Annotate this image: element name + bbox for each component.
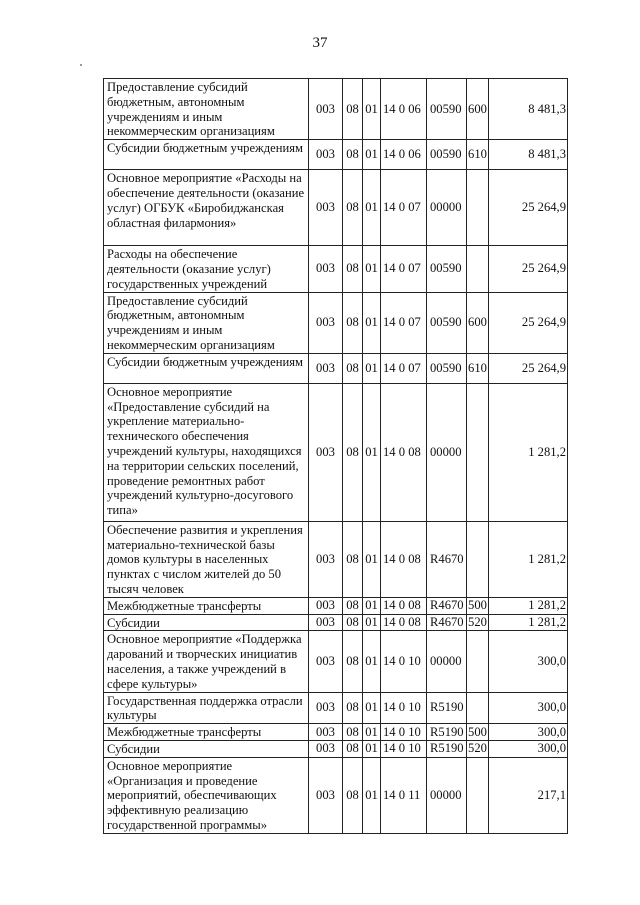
row-name-cell: Предоставление субсидий бюджетным, автономным учреждениям и иным некоммерческим организациям — [104, 292, 309, 353]
admin-code-cell: 003 — [309, 140, 343, 170]
amount-cell: 25 264,9 — [489, 292, 568, 353]
expense-direction-cell: 00590 — [427, 140, 467, 170]
admin-code-cell: 003 — [309, 631, 343, 692]
row-name-cell: Субсидии бюджетным учреждениям — [104, 140, 309, 170]
expense-direction-cell: R5190 — [427, 692, 467, 724]
program-code-cell: 14 0 10 — [381, 740, 427, 757]
expense-type-cell: 600 — [467, 292, 489, 353]
subsection-cell: 01 — [363, 246, 381, 292]
section-cell: 08 — [343, 383, 363, 521]
expense-direction-cell: 00000 — [427, 757, 467, 833]
amount-cell: 300,0 — [489, 631, 568, 692]
amount-cell: 1 281,2 — [489, 614, 568, 631]
admin-code-cell: 003 — [309, 614, 343, 631]
program-code-cell: 14 0 10 — [381, 724, 427, 741]
subsection-cell: 01 — [363, 724, 381, 741]
row-name-cell: Обеспечение развития и укрепления материально-технической базы домов культуры в населенных пунктах с числом жителей до 50 тысяч человек — [104, 521, 309, 597]
section-cell: 08 — [343, 140, 363, 170]
section-cell: 08 — [343, 353, 363, 383]
program-code-cell: 14 0 08 — [381, 597, 427, 614]
expense-type-cell: 520 — [468, 741, 487, 756]
admin-code-cell: 003 — [309, 170, 343, 246]
row-name-cell: Предоставление субсидий бюджетным, автономным учреждениям и иным некоммерческим организациям — [104, 79, 309, 140]
section-cell: 08 — [343, 170, 363, 246]
table-row — [104, 170, 568, 246]
table-row — [104, 246, 568, 292]
program-code-cell: 14 0 08 — [381, 383, 427, 521]
subsection-cell: 01 — [363, 740, 381, 757]
table-row — [104, 292, 568, 353]
program-code-cell: 14 0 07 — [381, 292, 427, 353]
budget-table — [103, 78, 568, 834]
admin-code-cell: 003 — [309, 246, 343, 292]
table-row — [104, 353, 568, 383]
expense-type-cell — [467, 521, 489, 597]
section-cell: 08 — [343, 757, 363, 833]
subsection-cell: 01 — [363, 383, 381, 521]
admin-code-cell: 003 — [309, 757, 343, 833]
table-row — [104, 597, 568, 614]
row-name-cell: Основное мероприятие «Поддержка дарований и творческих инициатив населения, а также учреждений в сфере культуры» — [104, 631, 309, 692]
expense-direction-cell: 00000 — [427, 170, 467, 246]
expense-type-cell: 610 — [467, 140, 489, 170]
expense-direction-cell: 00000 — [427, 383, 467, 521]
scan-speck — [80, 64, 82, 66]
amount-cell: 25 264,9 — [489, 170, 568, 246]
section-cell: 08 — [343, 597, 363, 614]
table-row — [104, 631, 568, 692]
row-name-cell: Расходы на обеспечение деятельности (оказание услуг) государственных учреждений — [104, 246, 309, 292]
subsection-cell: 01 — [363, 521, 381, 597]
section-cell: 08 — [343, 740, 363, 757]
section-cell: 08 — [343, 631, 363, 692]
admin-code-cell: 003 — [309, 692, 343, 724]
table-row — [104, 757, 568, 833]
subsection-cell: 01 — [363, 292, 381, 353]
expense-type-cell — [467, 383, 489, 521]
amount-cell: 1 281,2 — [489, 383, 568, 521]
table-row — [104, 692, 568, 724]
program-code-cell: 14 0 10 — [381, 631, 427, 692]
expense-direction-cell: 00590 — [427, 353, 467, 383]
admin-code-cell: 003 — [309, 740, 343, 757]
program-code-cell: 14 0 07 — [381, 170, 427, 246]
table-row — [104, 740, 568, 757]
row-name-cell: Субсидии — [104, 614, 309, 631]
admin-code-cell: 003 — [309, 383, 343, 521]
expense-type-cell: 600 — [467, 79, 489, 140]
table-row — [104, 140, 568, 170]
subsection-cell: 01 — [363, 353, 381, 383]
row-name-cell: Основное мероприятие «Расходы на обеспечение деятельности (оказание услуг) ОГБУК «Биробиджанская областная филармония» — [104, 170, 309, 246]
admin-code-cell: 003 — [309, 597, 343, 614]
subsection-cell: 01 — [363, 692, 381, 724]
expense-type-cell — [467, 757, 489, 833]
expense-direction-cell: R4670 — [427, 597, 467, 614]
subsection-cell: 01 — [363, 614, 381, 631]
expense-direction-cell: 00000 — [427, 631, 467, 692]
subsection-cell: 01 — [363, 140, 381, 170]
program-code-cell: 14 0 08 — [381, 614, 427, 631]
expense-type-cell: 610 — [467, 353, 489, 383]
amount-cell: 300,0 — [489, 740, 568, 757]
subsection-cell: 01 — [363, 757, 381, 833]
amount-cell: 8 481,3 — [489, 79, 568, 140]
amount-cell: 1 281,2 — [489, 521, 568, 597]
section-cell: 08 — [343, 614, 363, 631]
table-row — [104, 614, 568, 631]
section-cell: 08 — [343, 246, 363, 292]
program-code-cell: 14 0 06 — [381, 140, 427, 170]
budget-table-body — [104, 79, 568, 834]
expense-direction-cell: R5190 — [427, 740, 467, 757]
amount-cell: 25 264,9 — [489, 353, 568, 383]
row-name-cell: Основное мероприятие «Организация и проведение мероприятий, обеспечивающих эффективную реализацию государственной программы» — [104, 757, 309, 833]
program-code-cell: 14 0 07 — [381, 246, 427, 292]
admin-code-cell: 003 — [309, 79, 343, 140]
expense-type-cell — [467, 170, 489, 246]
subsection-cell: 01 — [363, 631, 381, 692]
admin-code-cell: 003 — [309, 724, 343, 741]
expense-direction-cell: 00590 — [427, 246, 467, 292]
admin-code-cell: 003 — [309, 353, 343, 383]
subsection-cell: 01 — [363, 170, 381, 246]
expense-type-cell: 500 — [468, 724, 487, 739]
expense-direction-cell: R4670 — [427, 614, 467, 631]
table-row — [104, 724, 568, 741]
row-name-cell: Основное мероприятие «Предоставление субсидий на укрепление материально-технического обеспечения учреждений культуры, находящихся на территории сельских поселений, проведение ремонтных работ учреждений культурно-досугового типа» — [104, 383, 309, 521]
expense-type-cell: 500 — [468, 598, 487, 613]
program-code-cell: 14 0 07 — [381, 353, 427, 383]
row-name-cell: Субсидии бюджетным учреждениям — [104, 353, 309, 383]
expense-direction-cell: R4670 — [427, 521, 467, 597]
expense-direction-cell: R5190 — [427, 724, 467, 741]
admin-code-cell: 003 — [309, 292, 343, 353]
expense-direction-cell: 00590 — [427, 79, 467, 140]
expense-type-cell — [467, 692, 489, 724]
row-name-cell: Субсидии — [104, 740, 309, 757]
section-cell: 08 — [343, 79, 363, 140]
section-cell: 08 — [343, 292, 363, 353]
amount-cell: 300,0 — [489, 724, 568, 741]
amount-cell: 300,0 — [489, 692, 568, 724]
page-number: 37 — [312, 35, 328, 51]
amount-cell: 217,1 — [489, 757, 568, 833]
row-name-cell: Межбюджетные трансферты — [104, 724, 309, 741]
program-code-cell: 14 0 11 — [381, 757, 427, 833]
subsection-cell: 01 — [363, 79, 381, 140]
program-code-cell: 14 0 10 — [381, 692, 427, 724]
section-cell: 08 — [343, 724, 363, 741]
subsection-cell: 01 — [363, 597, 381, 614]
table-row — [104, 521, 568, 597]
amount-cell: 1 281,2 — [489, 597, 568, 614]
expense-type-cell: 520 — [468, 615, 487, 630]
amount-cell: 8 481,3 — [489, 140, 568, 170]
row-name-cell: Межбюджетные трансферты — [104, 597, 309, 614]
row-name-cell: Государственная поддержка отрасли культуры — [104, 692, 309, 724]
program-code-cell: 14 0 06 — [381, 79, 427, 140]
section-cell: 08 — [343, 521, 363, 597]
expense-direction-cell: 00590 — [427, 292, 467, 353]
expense-type-cell — [467, 631, 489, 692]
amount-cell: 25 264,9 — [489, 246, 568, 292]
admin-code-cell: 003 — [309, 521, 343, 597]
expense-type-cell — [467, 246, 489, 292]
table-row — [104, 383, 568, 521]
table-row — [104, 79, 568, 140]
section-cell: 08 — [343, 692, 363, 724]
program-code-cell: 14 0 08 — [381, 521, 427, 597]
